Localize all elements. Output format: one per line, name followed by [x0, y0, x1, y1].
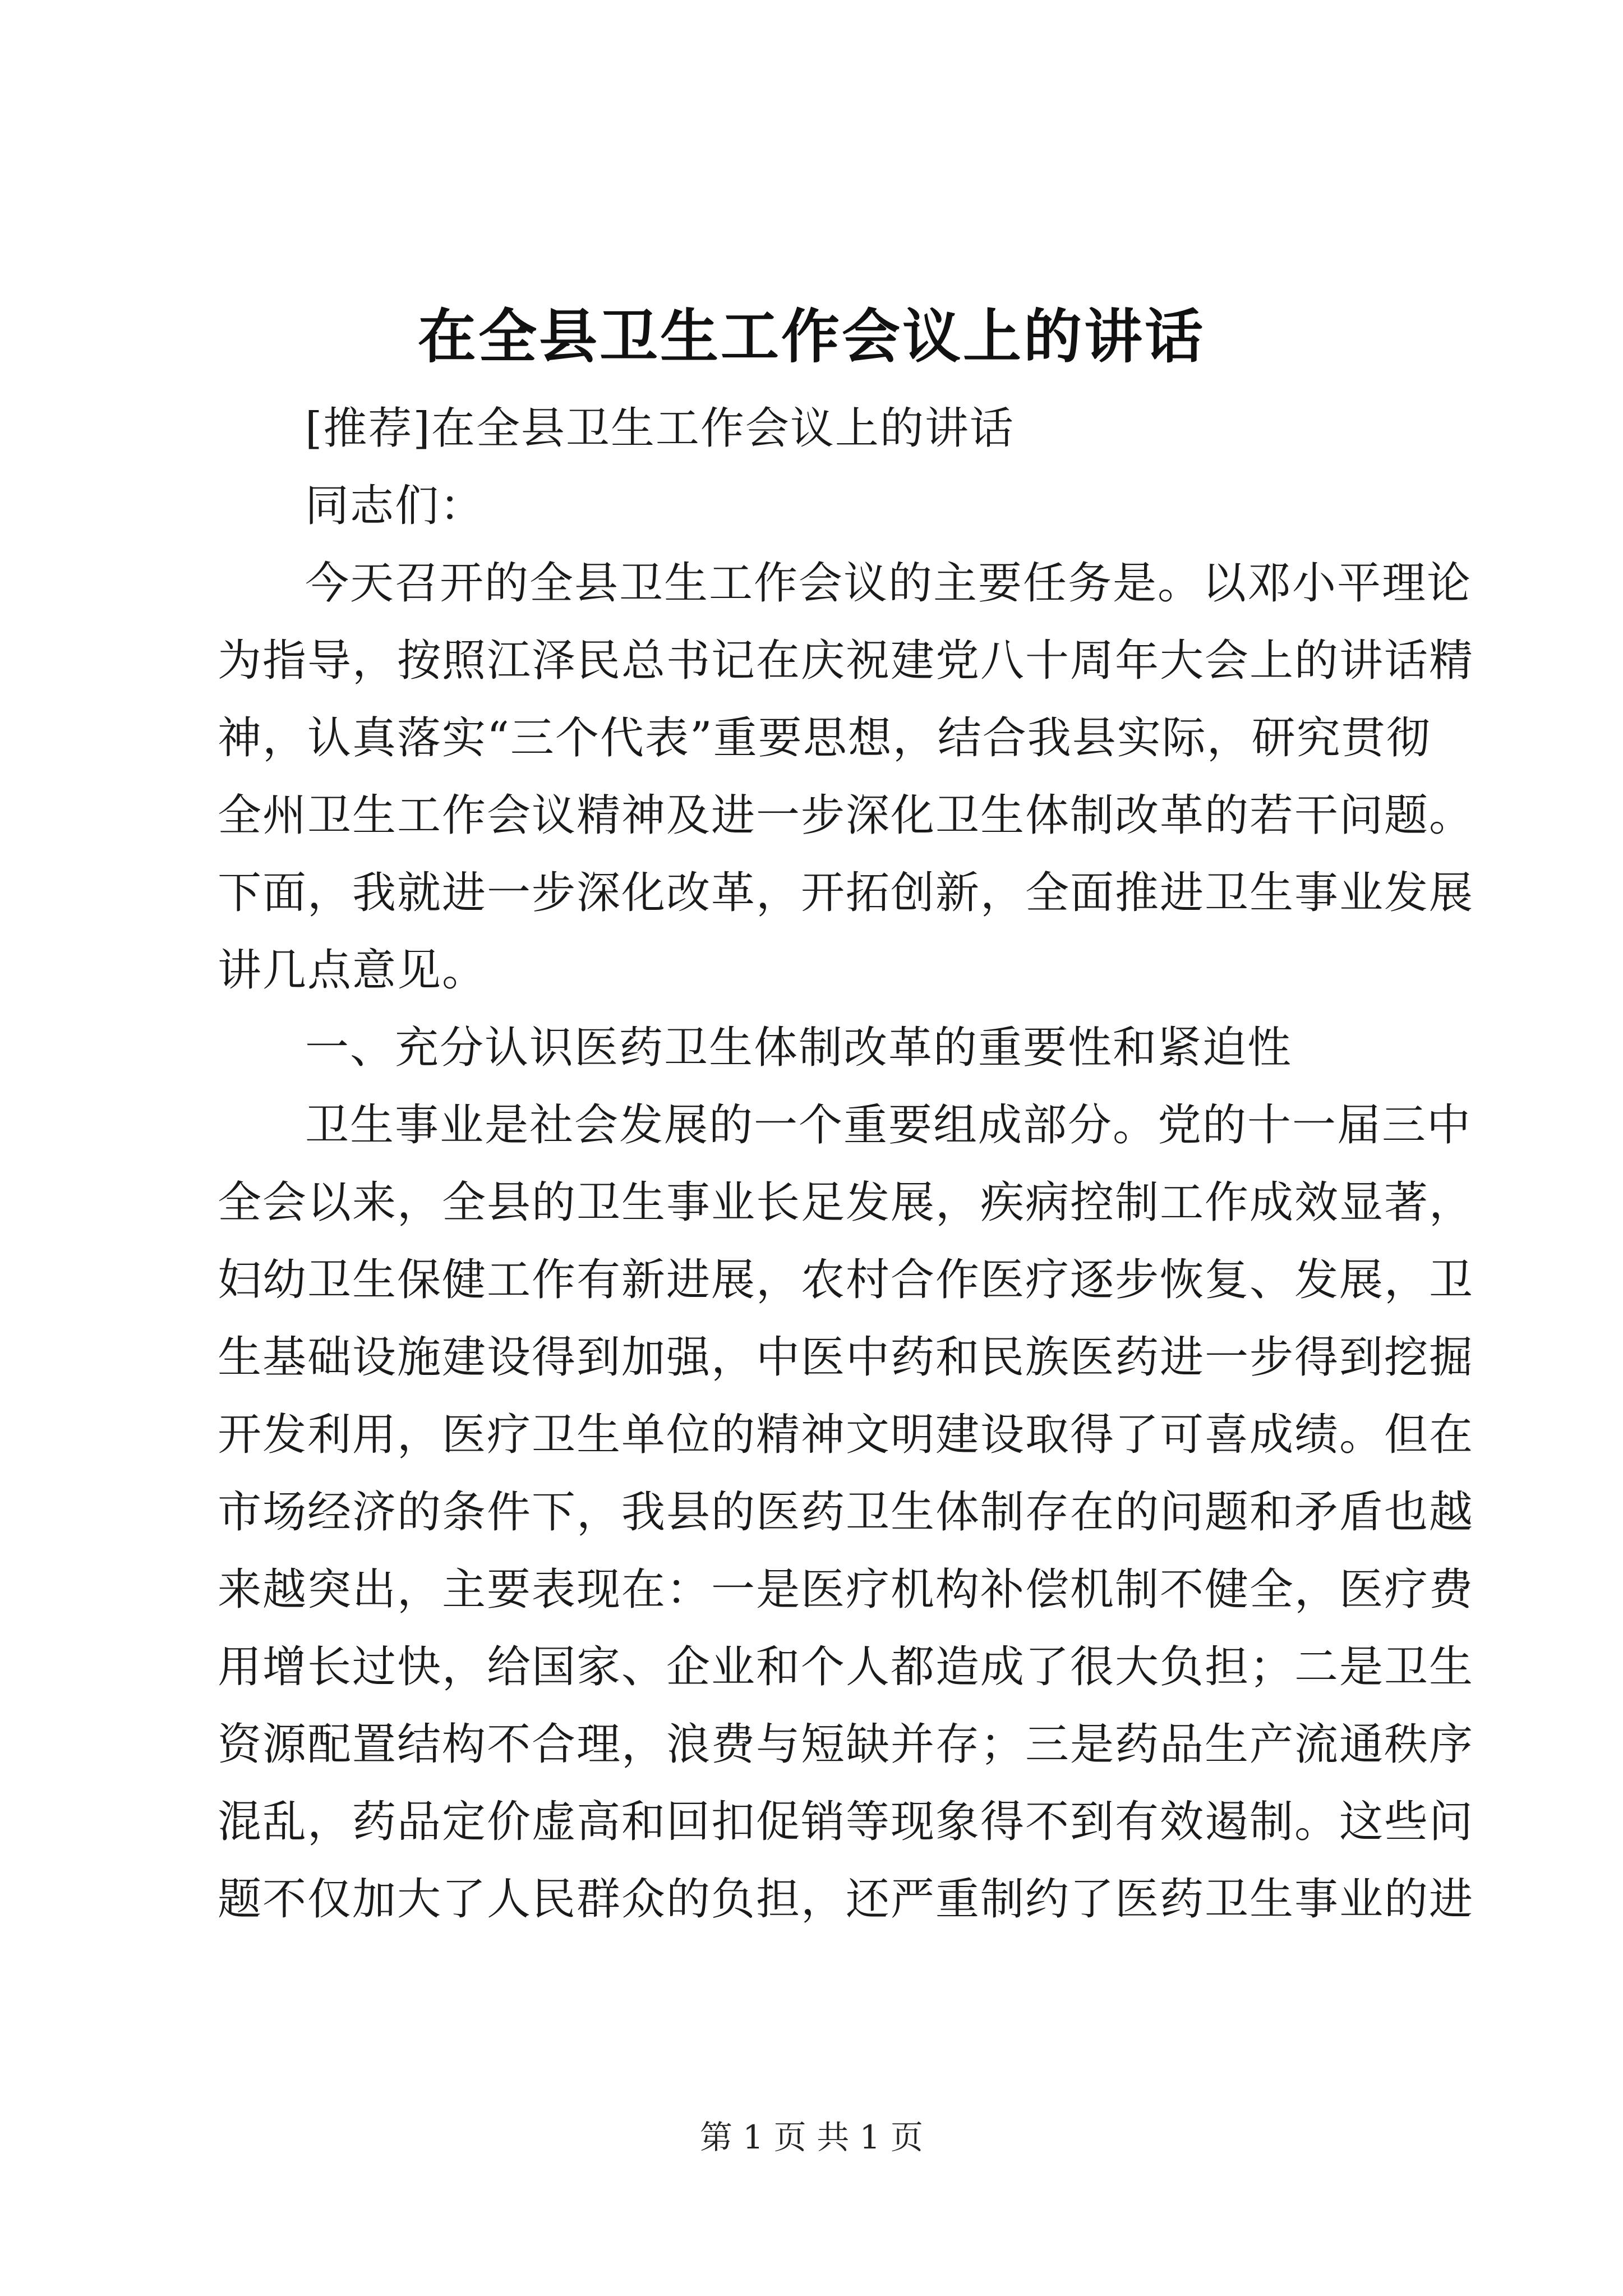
paragraph-line: 讲几点意见。: [218, 945, 487, 996]
paragraph-line: 卫生事业是社会发展的一个重要组成部分。党的十一届三中: [305, 1100, 1472, 1151]
paragraph-line: 妇幼卫生保健工作有新进展，农村合作医疗逐步恢复、发展，卫: [218, 1255, 1474, 1305]
paragraph-line: 生基础设施建设得到加强，中医中药和民族医药进一步得到挖掘: [218, 1332, 1474, 1383]
section-heading: 一、充分认识医药卫生体制改革的重要性和紧迫性: [305, 1023, 1293, 1073]
paragraph-line: 今天召开的全县卫生工作会议的主要任务是。以邓小平理论: [305, 558, 1472, 609]
page-number-footer: 第 1 页 共 1 页: [700, 2118, 923, 2156]
paragraph-line: 下面，我就进一步深化改革，开拓创新，全面推进卫生事业发展: [218, 868, 1474, 918]
document-title: 在全县卫生工作会议上的讲话: [417, 302, 1205, 371]
paragraph-line: 为指导，按照江泽民总书记在庆祝建党八十周年大会上的讲话精: [218, 636, 1474, 686]
paragraph-line: 题不仅加大了人民群众的负担，还严重制约了医药卫生事业的进: [218, 1874, 1474, 1925]
paragraph-line: 全会以来，全县的卫生事业长足发展，疾病控制工作成效显著，: [218, 1177, 1474, 1228]
paragraph-line: 全州卫生工作会议精神及进一步深化卫生体制改革的若干问题。: [218, 790, 1474, 841]
paragraph-line: 市场经济的条件下，我县的医药卫生体制存在的问题和矛盾也越: [218, 1487, 1474, 1538]
paragraph-line: 资源配置结构不合理，浪费与短缺并存；三是药品生产流通秩序: [218, 1719, 1474, 1770]
paragraph-line: 开发利用，医疗卫生单位的精神文明建设取得了可喜成绩。但在: [218, 1410, 1474, 1460]
recommend-line: [推荐]在全县卫生工作会议上的讲话: [305, 403, 1015, 454]
document-body: [218, 390, 1474, 1938]
paragraph-line: 来越突出，主要表现在：一是医疗机构补偿机制不健全，医疗费: [218, 1565, 1474, 1615]
salutation: 同志们：: [305, 481, 485, 531]
paragraph-line: 神，认真落实“三个代表”重要思想，结合我县实际，研究贯彻: [218, 713, 1431, 763]
paragraph-line: 用增长过快，给国家、企业和个人都造成了很大负担；二是卫生: [218, 1642, 1474, 1692]
paragraph-line: 混乱，药品定价虚高和回扣促销等现象得不到有效遏制。这些问: [218, 1797, 1474, 1847]
